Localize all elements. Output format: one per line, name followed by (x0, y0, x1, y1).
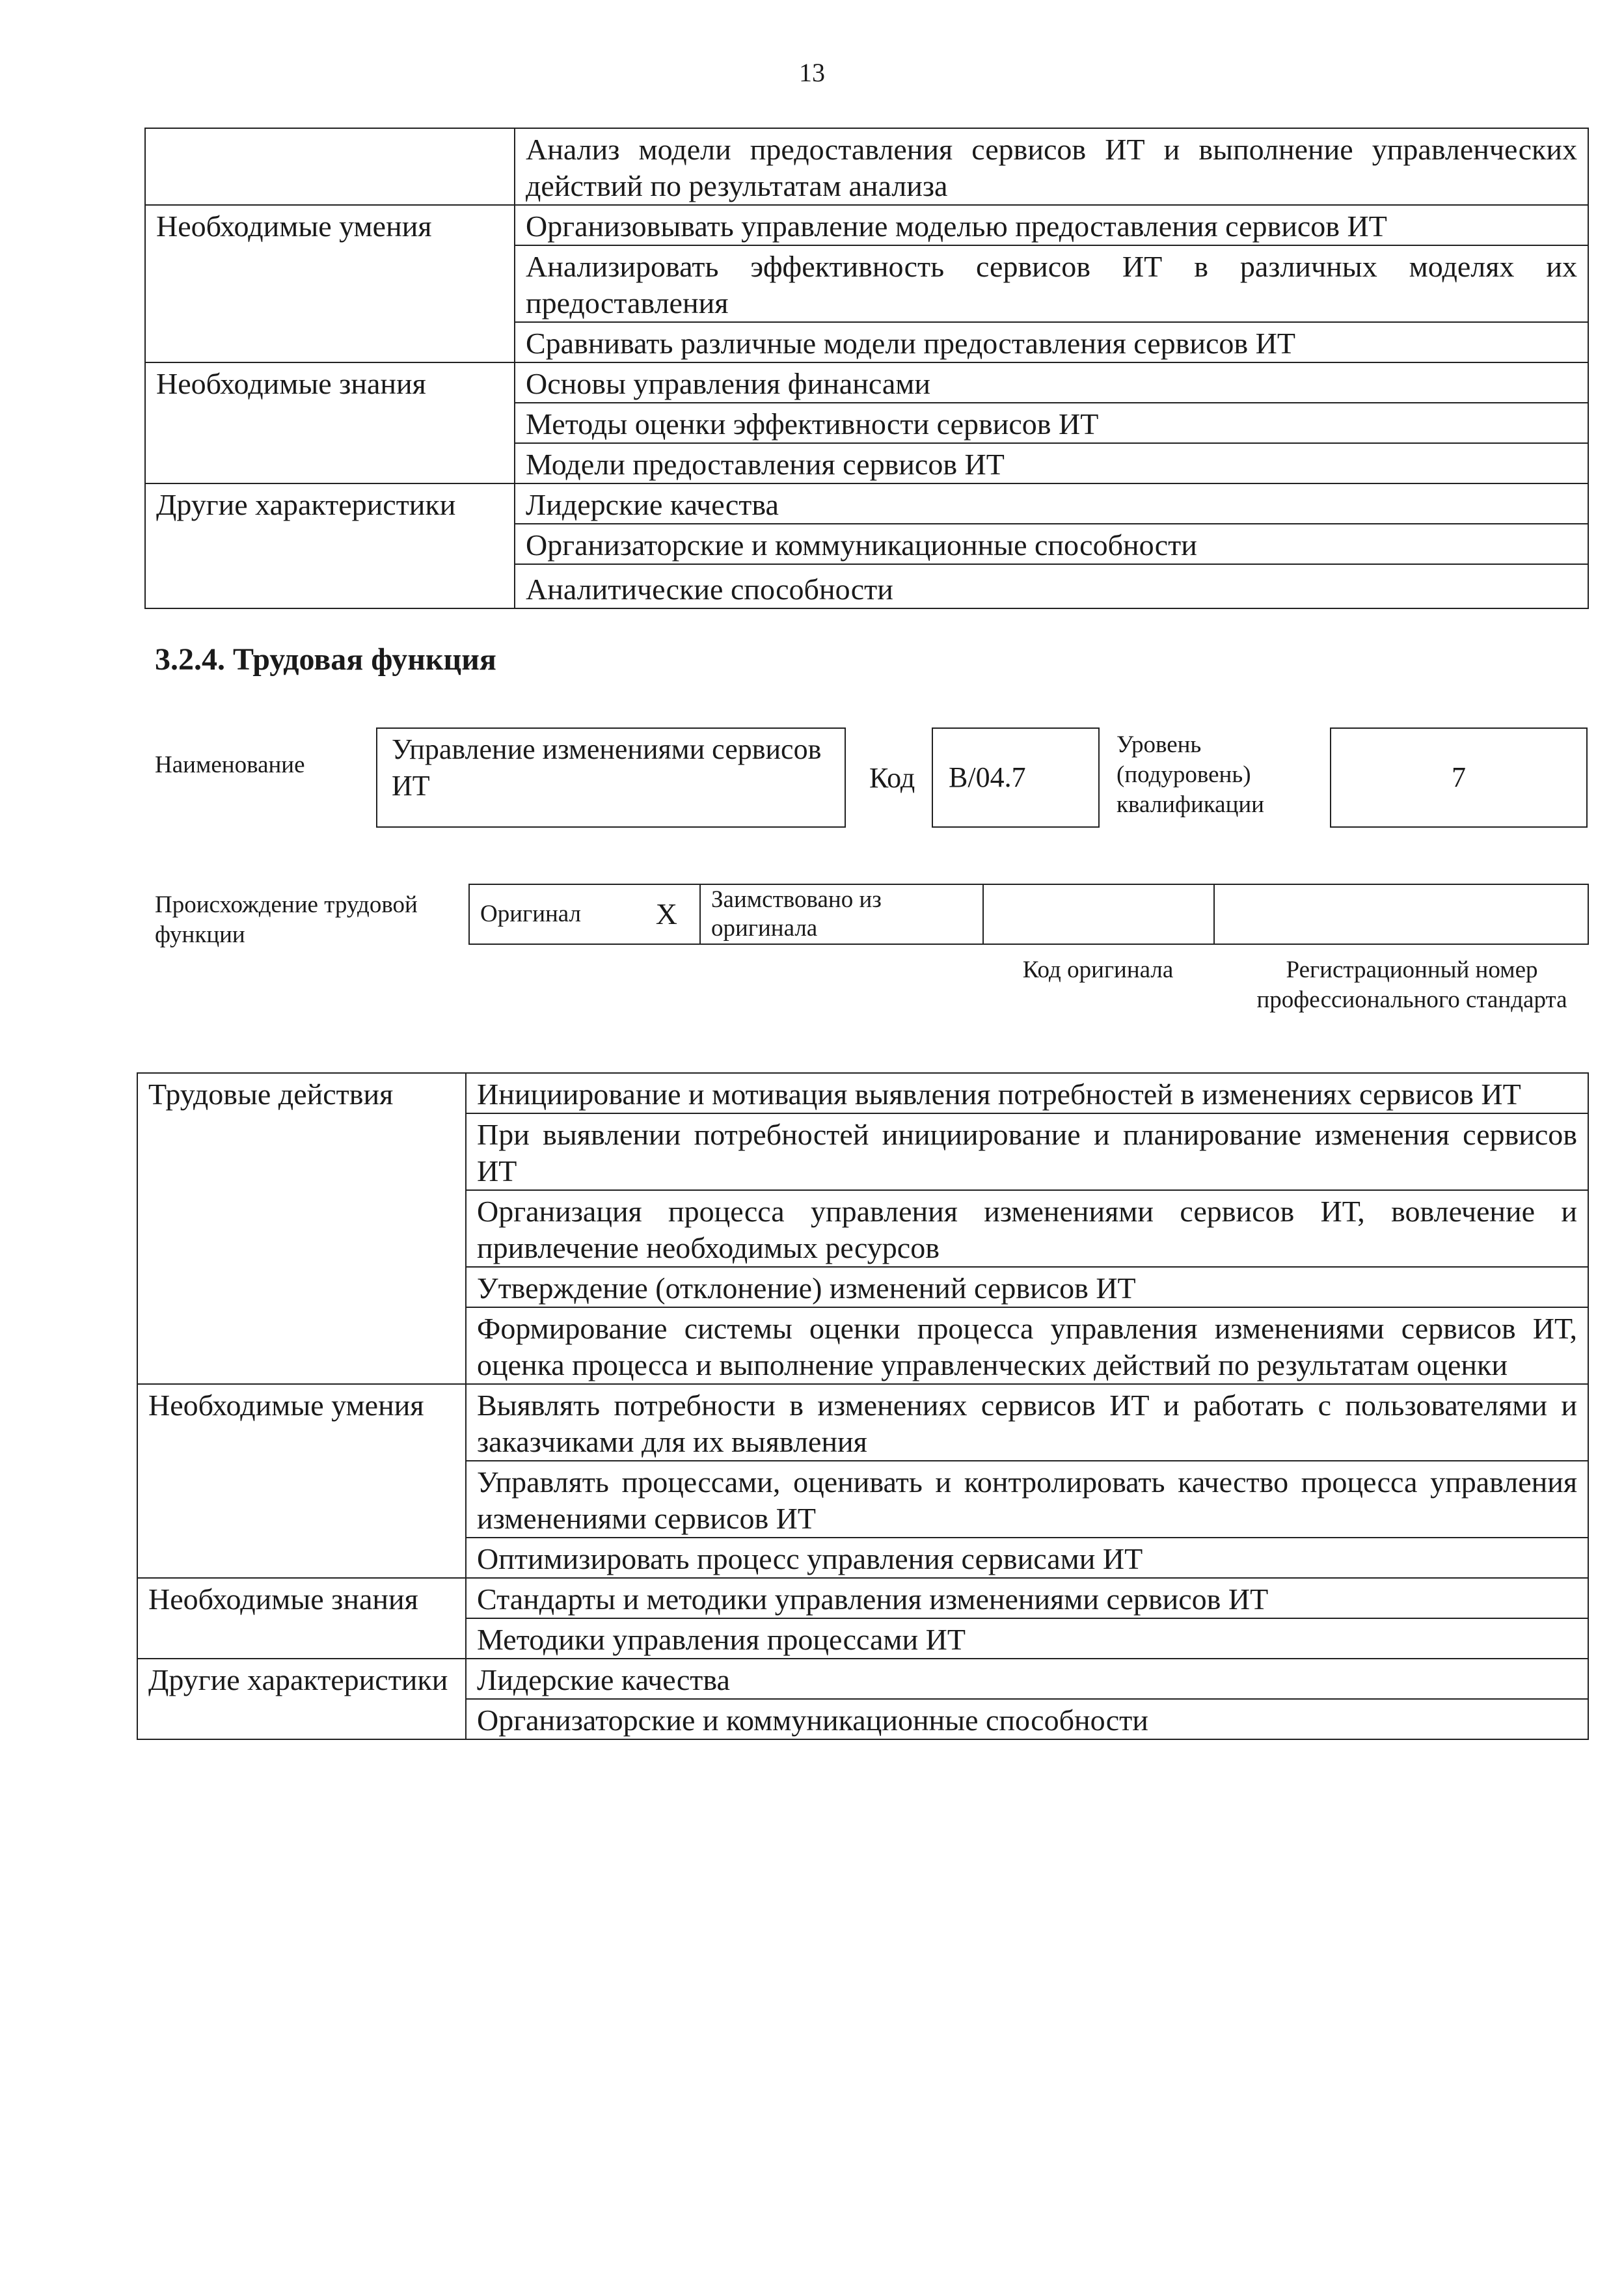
row-label: Необходимые умения (137, 1384, 466, 1578)
table-cell: Модели предоставления сервисов ИТ (515, 443, 1588, 483)
original-cell (469, 884, 700, 944)
table-cell: Инициирование и мотивация выявления потребностей в изменениях сервисов ИТ (466, 1073, 1588, 1113)
code-value-box (932, 727, 1100, 828)
row-label: Другие характеристики (145, 483, 515, 608)
code-original-caption: Код оригинала (1022, 957, 1174, 983)
level-value-box (1330, 727, 1588, 828)
labor-function-table (137, 1072, 1589, 1740)
name-label: Наименование (155, 752, 305, 778)
table-cell: Стандарты и методики управления изменениями сервисов ИТ (466, 1578, 1588, 1618)
table-cell: Основы управления финансами (515, 362, 1588, 403)
table-cell: Организаторские и коммуникационные способности (466, 1699, 1588, 1739)
table-cell: Аналитические способности (515, 564, 1588, 608)
table-cell: Сравнивать различные модели предоставления сервисов ИТ (515, 322, 1588, 362)
level-value: 7 (1452, 761, 1466, 793)
code-original-cell (983, 884, 1214, 944)
row-label: Трудовые действия (137, 1073, 466, 1384)
origin-table (468, 884, 1589, 945)
original-mark: X (655, 897, 677, 930)
level-label: Уровень (подуровень) квалификации (1116, 731, 1264, 818)
row-label: Необходимые знания (137, 1578, 466, 1659)
table-cell: Управлять процессами, оценивать и контролировать качество процесса управления изменениями сервисов ИТ (466, 1461, 1588, 1538)
table-cell: Методы оценки эффективности сервисов ИТ (515, 403, 1588, 443)
table-cell: Методики управления процессами ИТ (466, 1618, 1588, 1659)
original-label: Оригинал (480, 901, 582, 927)
code-label: Код (869, 762, 915, 794)
name-value-box (376, 727, 846, 828)
name-value: Управление изменениями сервисов ИТ (392, 733, 822, 802)
table-cell: Оптимизировать процесс управления сервисами ИТ (466, 1538, 1588, 1578)
table-cell: Организация процесса управления изменениями сервисов ИТ, вовлечение и привлечение необходимых ресурсов (466, 1190, 1588, 1267)
reg-number-caption: Регистрационный номер профессионального стандарта (1256, 957, 1567, 1013)
skills-table-continued (144, 128, 1589, 609)
table-cell: Анализ модели предоставления сервисов ИТ и выполнение управленческих действий по результатам анализа (515, 128, 1588, 205)
borrowed-label: Заимствовано из оригинала (700, 884, 983, 944)
reg-number-cell (1214, 884, 1588, 944)
table-cell: Утверждение (отклонение) изменений сервисов ИТ (466, 1267, 1588, 1307)
table-cell: Организовывать управление моделью предоставления сервисов ИТ (515, 205, 1588, 245)
row-label: Другие характеристики (137, 1659, 466, 1739)
table-cell: Анализировать эффективность сервисов ИТ в различных моделях их предоставления (515, 245, 1588, 322)
table-cell: Выявлять потребности в изменениях сервисов ИТ и работать с пользователями и заказчиками для их выявления (466, 1384, 1588, 1461)
origin-label: Происхождение трудовой функции (155, 891, 418, 948)
table-cell: Организаторские и коммуникационные способности (515, 524, 1588, 564)
table-cell: При выявлении потребностей инициирование и планирование изменения сервисов ИТ (466, 1113, 1588, 1190)
row-label: Необходимые умения (145, 205, 515, 362)
table-cell: Лидерские качества (515, 483, 1588, 524)
table-cell: Формирование системы оценки процесса управления изменениями сервисов ИТ, оценка процесса и выполнение управленческих действий по результатам оценки (466, 1307, 1588, 1384)
row-label (145, 128, 515, 205)
code-value: B/04.7 (949, 761, 1026, 793)
page-number: 13 (799, 58, 825, 87)
row-label: Необходимые знания (145, 362, 515, 483)
table-cell: Лидерские качества (466, 1659, 1588, 1699)
section-heading: 3.2.4. Трудовая функция (155, 642, 496, 677)
